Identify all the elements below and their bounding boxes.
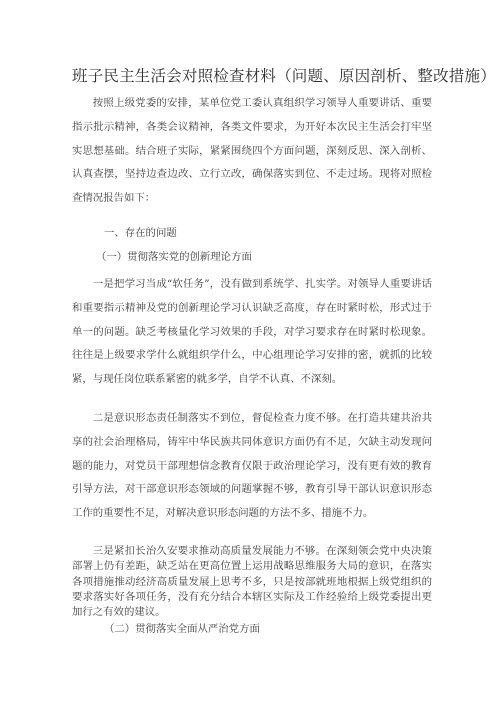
paragraph-ideology: 二是意识形态责任制落实不到位，督促检查力度不够。在打造共建共治共享的社会治理格局，铸牢中华民族共同体意识方面仍有不足，欠缺主动发现问题的能力，对党员干部理想信念教育仅限于政治理论学习，没有更有效的教育引导方法，对干部意识形态领域的问题掌握不够，教育引导干部认识意识形态工作的重要性不足，对解决意识形态问题的方法不多、措施不力。 (72, 412, 432, 520)
section-heading-problems: 一、存在的问题 (104, 227, 177, 239)
intro-paragraph: 按照上级党委的安排，某单位党工委认真组织学习领导人重要讲话、重要指示批示精神，各类会议精神，各类文件要求，为开好本次民主生活会打牢坚实思想基础。结合班子实际，紧紧围绕四个方面问题，深刻反思、深入剖析、认真查摆，坚持边查边改、立行立改，确保落实到位、不走过场。现将对照检查情况报告如下： (72, 97, 432, 205)
document-title: 班子民主生活会对照检查材料（问题、原因剖析、整改措施） (72, 67, 496, 85)
paragraph-study: 一是把学习当成“软任务”，没有做到系统学、扎实学。对领导人重要讲话和重要指示精神及党的创新理论学习认识缺乏高度，存在时紧时松，形式过于单一的问题。缺乏考核量化学习效果的手段，对学习要求存在时紧时松现象。往往是上级要求学什么就组织学什么，中心组理论学习安排的密，就抓的比较紧，与现任岗位联系紧密的就多学，自学不认真、不深刻。 (72, 278, 432, 386)
paragraph-development: 三是紧扣长治久安要求推动高质量发展能力不够。在深刻领会党中央决策部署上仍有差距，缺乏站在更高位置上运用战略思维服务大局的意识，在落实各项措施推动经济高质量发展上思考不多，只是按部就班地根据上级党组织的要求落实好各项任务，没有充分结合本辖区实际及工作经验给上级党委提出更加行之有效的建议。 (72, 545, 432, 619)
subsection-heading-discipline: （二）贯彻落实全面从严治党方面 (104, 623, 260, 635)
subsection-heading-theory: （一）贯彻落实党的创新理论方面 (96, 251, 252, 263)
